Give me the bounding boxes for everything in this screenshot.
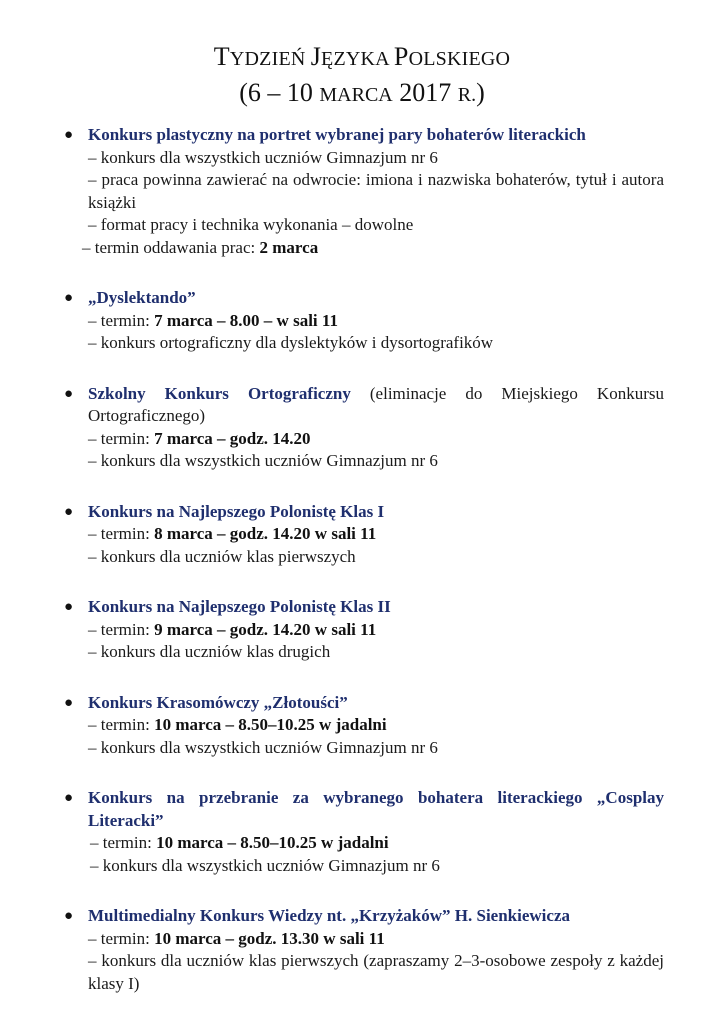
detail-text: – konkurs dla uczniów klas drugich: [88, 642, 331, 661]
detail-text: – praca powinna zawierać na odwrocie: imiona i nazwiska bohaterów, tytuł i autora książki: [88, 170, 664, 212]
contest-heading-row: [88, 501, 664, 524]
bullet-icon: ●: [64, 599, 74, 615]
bullet-icon: ●: [64, 127, 74, 143]
detail-text: – termin:: [88, 928, 155, 948]
detail-text: – konkurs dla wszystkich uczniów Gimnazjum nr 6: [90, 855, 440, 875]
contest-item: [0, 124, 724, 259]
contest-heading: Konkurs Krasomówczy „Złotouści”: [88, 692, 348, 712]
bullet-icon: ●: [64, 385, 74, 402]
title-fragment: ĘZYKA: [321, 48, 394, 70]
contest-heading-row: [88, 383, 664, 428]
contest-detail-line: [88, 214, 664, 237]
detail-emphasis: 10 marca – godz. 13.30 w sali 11: [154, 928, 385, 948]
detail-text: – termin:: [88, 310, 155, 330]
detail-emphasis: 2 marca: [259, 237, 319, 257]
contest-list: [0, 124, 724, 995]
detail-text: – termin:: [88, 524, 155, 543]
detail-emphasis: 10 marca – 8.50–10.25 w jadalni: [156, 833, 389, 852]
contest-heading: Multimedialny Konkurs Wiedzy nt. „Krzyżaków” H. Sienkiewicza: [88, 906, 570, 925]
contest-heading: Konkurs na Najlepszego Polonistę Klas II: [88, 597, 391, 616]
contest-item: [0, 787, 724, 877]
detail-text: – konkurs dla wszystkich uczniów Gimnazjum nr 6: [88, 737, 438, 757]
contest-heading-row: [88, 787, 664, 832]
contest-detail-line: [88, 523, 664, 546]
detail-text: – termin:: [88, 428, 155, 448]
contest-heading: „Dyslektando”: [88, 288, 196, 307]
contest-heading: Konkurs plastyczny na portret wybranej pary bohaterów literackich: [88, 125, 586, 144]
contest-detail-line: [88, 169, 664, 214]
title-fragment: P: [393, 42, 409, 71]
page-title-line-1: [0, 42, 724, 72]
contest-detail-line: [88, 546, 664, 569]
contest-detail-line: [90, 832, 664, 855]
contest-item: [0, 287, 724, 355]
title-fragment: OLSKIEGO: [408, 48, 511, 70]
contest-detail-line: [88, 928, 664, 951]
contest-item: [0, 383, 724, 473]
contest-item: [0, 692, 724, 760]
title-fragment: MARCA: [319, 84, 393, 106]
page-title-line-2: [0, 78, 724, 108]
title-fragment: R.: [457, 84, 477, 106]
bullet-icon: ●: [64, 290, 74, 306]
detail-text: – termin:: [90, 833, 157, 852]
contest-detail-line: [88, 428, 664, 451]
contest-heading-note: (eliminacje do Miejskiego Konkursu Ortograficznego): [88, 383, 664, 425]
contest-item: [0, 501, 724, 569]
contest-heading-row: [88, 905, 664, 928]
title-fragment: J: [310, 42, 322, 71]
detail-text: – konkurs dla uczniów klas pierwszych (zapraszamy 2–3-osobowe zespoły z każdej klasy I): [88, 951, 664, 993]
contest-heading-row: [88, 124, 664, 147]
detail-emphasis: 8 marca – godz. 14.20 w sali 11: [154, 524, 377, 543]
title-fragment: T: [213, 42, 230, 71]
contest-heading-row: [88, 287, 664, 310]
contest-heading: Konkurs na Najlepszego Polonistę Klas I: [88, 501, 385, 521]
contest-item: [0, 905, 724, 995]
contest-detail-line: [88, 450, 664, 473]
bullet-icon: ●: [64, 694, 74, 711]
detail-text: – konkurs dla wszystkich uczniów Gimnazjum nr 6: [88, 147, 438, 167]
detail-text: – format pracy i technika wykonania – dowolne: [88, 215, 414, 234]
title-fragment: ): [476, 78, 485, 107]
detail-text: – termin oddawania prac:: [82, 237, 260, 257]
bullet-icon: ●: [64, 790, 74, 806]
bullet-icon: ●: [64, 908, 74, 924]
detail-emphasis: 7 marca – godz. 14.20: [154, 428, 311, 448]
contest-heading: Szkolny Konkurs Ortograficzny: [88, 383, 351, 403]
contest-heading-row: [88, 596, 664, 619]
bullet-icon: ●: [64, 503, 74, 520]
detail-emphasis: 9 marca – godz. 14.20 w sali 11: [154, 619, 377, 639]
detail-emphasis: 10 marca – 8.50–10.25 w jadalni: [154, 715, 387, 734]
detail-text: – konkurs dla uczniów klas pierwszych: [88, 546, 356, 566]
contest-detail-line: [82, 237, 664, 260]
detail-text: – konkurs ortograficzny dla dyslektyków i dysortografików: [88, 333, 494, 352]
contest-detail-line: [88, 619, 664, 642]
detail-text: – termin:: [88, 715, 155, 734]
title-fragment: (6 – 10: [239, 78, 320, 107]
title-fragment: YDZIEŃ: [229, 48, 311, 70]
detail-emphasis: 7 marca – 8.00 – w sali 11: [154, 310, 338, 330]
contest-detail-line: [88, 641, 664, 664]
contest-heading: Konkurs na przebranie za wybranego bohatera literackiego „Cosplay Literacki”: [88, 788, 664, 830]
contest-detail-line: [90, 855, 664, 878]
title-fragment: 2017: [392, 78, 458, 107]
contest-detail-line: [88, 332, 664, 355]
detail-text: – termin:: [88, 619, 155, 639]
detail-text: – konkurs dla wszystkich uczniów Gimnazjum nr 6: [88, 451, 438, 470]
contest-detail-line: [88, 310, 664, 333]
contest-detail-line: [88, 714, 664, 737]
contest-heading-row: [88, 692, 664, 715]
contest-detail-line: [88, 147, 664, 170]
contest-detail-line: [88, 737, 664, 760]
contest-item: [0, 596, 724, 664]
contest-detail-line: [88, 950, 664, 995]
